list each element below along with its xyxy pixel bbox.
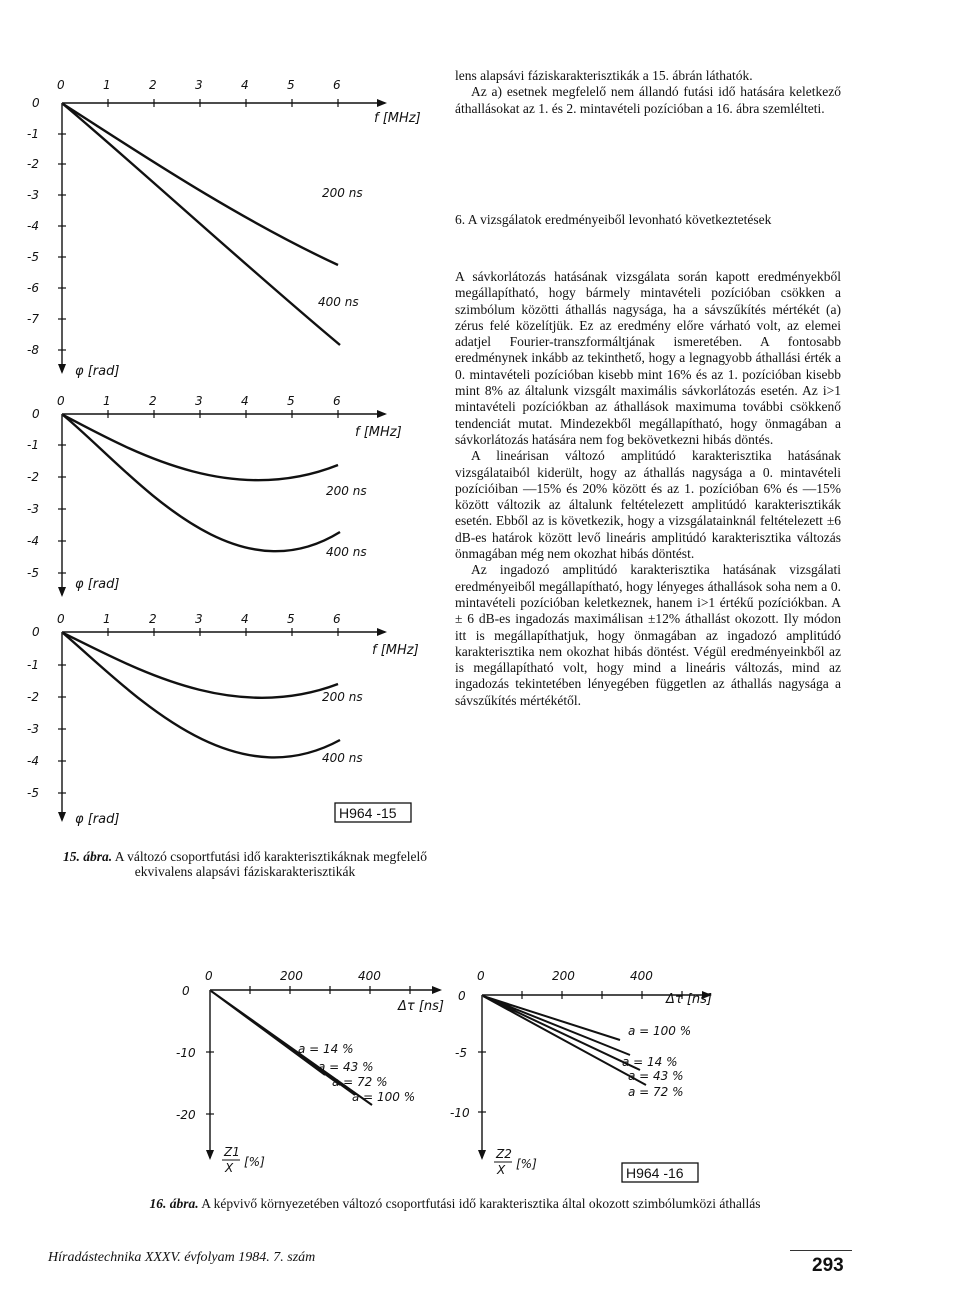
f16l-series-14: a = 14 % xyxy=(298,1042,354,1056)
fig16-caption-text: A képvivő környezetében változó csoportfutási idő karakterisztika által okozott szimbólumközi áthallás xyxy=(201,1196,761,1211)
p3-xtick-4: 4 xyxy=(241,612,249,626)
f16l-ytick-20: -20 xyxy=(176,1108,196,1122)
f16r-x-label: Δτ [ns] xyxy=(666,992,713,1007)
p1-xtick-1: 1 xyxy=(103,78,111,92)
p2-ytick-5: -5 xyxy=(27,566,39,580)
p3-curve-label-400: 400 ns xyxy=(322,751,363,765)
para-3: Az ingadozó amplitúdó karakterisztika hatásának vizsgálati eredményeiből megállapítható, hogy lényeges áthallások soha nem a 0. mintavételi pozícióban keletkeznek, hanem i>1 értékű pozíciókban. A ± 6 dB-es ingadozás maximálisan ±12% áthallást okozott. Ily módon itt is megállapíthatjuk, hogy önmagában az ingadozó amplitúdó karakterisztika nem okozhat hibás döntést. Végül eredményeinkből az is megállapítható volt, hogy mind a lineáris változás, mind az ingadozás tekintetében lényegében független az áthallás nagysága a sávszűkítés mértékétől. xyxy=(455,562,841,708)
panel2-curve-200ns xyxy=(63,415,338,480)
p1-ytick-7: -7 xyxy=(27,312,39,326)
p2-ytick-3: -3 xyxy=(27,502,39,516)
p1-y-axis-label: φ [rad] xyxy=(75,364,120,379)
p1-curve-label-200: 200 ns xyxy=(322,186,363,200)
section-heading: 6. A vizsgálatok eredményeiből levonható következtetések xyxy=(455,212,772,227)
p2-ytick-0: 0 xyxy=(32,407,40,421)
p3-xtick-0: 0 xyxy=(57,612,65,626)
p3-ytick-2: -2 xyxy=(27,690,39,704)
right-column-body xyxy=(455,269,841,709)
p1-ytick-3: -3 xyxy=(27,188,39,202)
p2-xtick-3: 3 xyxy=(195,394,203,408)
footer-rule xyxy=(790,1250,852,1251)
p2-curve-label-400: 400 ns xyxy=(326,545,367,559)
p2-xtick-4: 4 xyxy=(241,394,249,408)
fig16-caption-label: 16. ábra. xyxy=(149,1196,199,1211)
p3-ytick-4: -4 xyxy=(27,754,39,768)
f16r-xtick-400: 400 xyxy=(630,969,653,983)
para-a: Az a) esetnek megfelelő nem állandó futási idő hatására keletkező áthallásokat az 1. és 2. mintavételi pozícióban a 16. ábra szemlélteti. xyxy=(455,84,841,116)
p1-xtick-3: 3 xyxy=(195,78,203,92)
fig16-code: H964 -16 xyxy=(626,1165,684,1181)
p2-xtick-2: 2 xyxy=(149,394,157,408)
f16l-xtick-200: 200 xyxy=(280,969,303,983)
fig15-code: H964 -15 xyxy=(339,805,397,821)
fig15-caption-label: 15. ábra. xyxy=(62,849,113,864)
p3-ytick-0: 0 xyxy=(32,625,40,639)
f16l-series-100: a = 100 % xyxy=(352,1090,416,1104)
p3-x-axis-label: f [MHz] xyxy=(372,643,419,658)
f16l-series-72: a = 72 % xyxy=(332,1075,388,1089)
p3-y-axis-label: φ [rad] xyxy=(75,812,120,827)
p2-curve-label-200: 200 ns xyxy=(326,484,367,498)
f16l-ytick-10: -10 xyxy=(176,1046,196,1060)
f16r-ytick-0: 0 xyxy=(458,989,466,1003)
p1-xtick-2: 2 xyxy=(149,78,157,92)
p2-xtick-1: 1 xyxy=(103,394,111,408)
fig16-caption xyxy=(60,1196,850,1211)
p2-x-axis-label: f [MHz] xyxy=(355,425,402,440)
p1-ytick-0: 0 xyxy=(32,96,40,110)
f16r-ytick-5: -5 xyxy=(455,1046,467,1060)
p2-y-axis-label: φ [rad] xyxy=(75,577,120,592)
p3-xtick-6: 6 xyxy=(333,612,341,626)
fig15-caption xyxy=(55,849,435,879)
p1-xtick-5: 5 xyxy=(287,78,295,92)
p3-xtick-5: 5 xyxy=(287,612,295,626)
f16l-series-43: a = 43 % xyxy=(318,1060,374,1074)
f16l-ylabel-den: X xyxy=(225,1161,234,1175)
journal-footer: Híradástechnika XXXV. évfolyam 1984. 7. szám xyxy=(48,1250,316,1265)
f16l-xtick-400: 400 xyxy=(358,969,381,983)
p3-ytick-1: -1 xyxy=(27,658,39,672)
p1-xtick-4: 4 xyxy=(241,78,249,92)
p2-xtick-6: 6 xyxy=(333,394,341,408)
p3-xtick-2: 2 xyxy=(149,612,157,626)
f16r-ylabel-unit: [%] xyxy=(516,1157,537,1171)
fig15-caption-text: A változó csoportfutási idő karakterisztikáknak megfelelő ekvivalens alapsávi fáziskarakterisztikák xyxy=(114,849,428,879)
p1-xtick-0: 0 xyxy=(57,78,65,92)
f16l-x-label: Δτ [ns] xyxy=(398,999,445,1014)
f16r-ytick-10: -10 xyxy=(450,1106,470,1120)
f16r-xtick-200: 200 xyxy=(552,969,575,983)
p1-ytick-6: -6 xyxy=(27,281,39,295)
p2-ytick-4: -4 xyxy=(27,534,39,548)
panel1-curve-400ns xyxy=(63,104,340,345)
f16l-ylabel-unit: [%] xyxy=(244,1155,265,1169)
p3-xtick-1: 1 xyxy=(103,612,111,626)
p1-ytick-8: -8 xyxy=(27,343,39,357)
p1-ytick-2: -2 xyxy=(27,157,39,171)
page-number: 293 xyxy=(812,1255,844,1276)
p2-ytick-2: -2 xyxy=(27,470,39,484)
right-column xyxy=(455,68,841,117)
p1-curve-label-400: 400 ns xyxy=(318,295,359,309)
p2-xtick-5: 5 xyxy=(287,394,295,408)
para-intro: lens alapsávi fáziskarakterisztikák a 15. ábrán láthatók. xyxy=(455,68,753,83)
p1-x-axis-label: f [MHz] xyxy=(374,111,421,126)
f16r-series-100: a = 100 % xyxy=(628,1024,692,1038)
p3-ytick-3: -3 xyxy=(27,722,39,736)
f16r-ylabel-den: X xyxy=(497,1163,506,1177)
p1-ytick-5: -5 xyxy=(27,250,39,264)
fig16-right-lines xyxy=(483,996,646,1085)
f16r-series-43: a = 43 % xyxy=(628,1069,684,1083)
para-2: A lineárisan változó amplitúdó karakterisztika hatásának vizsgálataiból kiderült, hogy az áthallás nagysága a 0. mintavételi pozícióiban —15% és 20% között és az 1. pozícióban 6% és —15% között változik az általunk feltételezett amplitúdó karakterisztikák esetén. Ebből az is következik, hogy a vizsgálatainknál feltételezett ±6 dB-es határok között levő lineáris amplitúdó karakterisztika változás önmagában még nem okozhat hibás döntést. xyxy=(455,448,841,562)
f16r-xtick-0: 0 xyxy=(477,969,485,983)
p1-ytick-4: -4 xyxy=(27,219,39,233)
p1-ytick-1: -1 xyxy=(27,127,39,141)
p3-ytick-5: -5 xyxy=(27,786,39,800)
f16l-ytick-0: 0 xyxy=(182,984,190,998)
para-1: A sávkorlátozás hatásának vizsgálata során kapott eredményekből megállapítható, hogy bármely mintavételi pozícióban csökken a szimbólum közötti áthallás nagysága, ha a sávszűkítés mértékét (a) zérus felé közelítjük. Ez az eredmény előre várható volt, az elemei adatjel Fourier-transzformáltjának ismeretében. A fontosabb eredménynek inkább az tekinthető, hogy a legnagyobb áthallási érték a 0. mintavételi pozícióban kisebb mint 16% és az 1. pozícióban kisebb mint 8% az általunk vizsgált maximális sávkorlátozás esetén. Az i>1 mintavételi pozíciókban az áthallások maximuma további csökkenő tendenciát mutat. Mindezekből megállapítható, hogy önmagában a sávkorlátozás hatására nem fog bekövetkezni hibás döntés. xyxy=(455,269,841,447)
f16l-xtick-0: 0 xyxy=(205,969,213,983)
f16l-ylabel-num: Z1 xyxy=(224,1145,240,1159)
p1-xtick-6: 6 xyxy=(333,78,341,92)
p2-ytick-1: -1 xyxy=(27,438,39,452)
panel3-curve-200ns xyxy=(63,633,338,698)
p3-xtick-3: 3 xyxy=(195,612,203,626)
panel1-curve-200ns xyxy=(63,104,338,265)
p2-xtick-0: 0 xyxy=(57,394,65,408)
f16r-series-72: a = 72 % xyxy=(628,1085,684,1099)
f16r-series-14: a = 14 % xyxy=(622,1055,678,1069)
p3-curve-label-200: 200 ns xyxy=(322,690,363,704)
f16r-ylabel-num: Z2 xyxy=(496,1147,512,1161)
